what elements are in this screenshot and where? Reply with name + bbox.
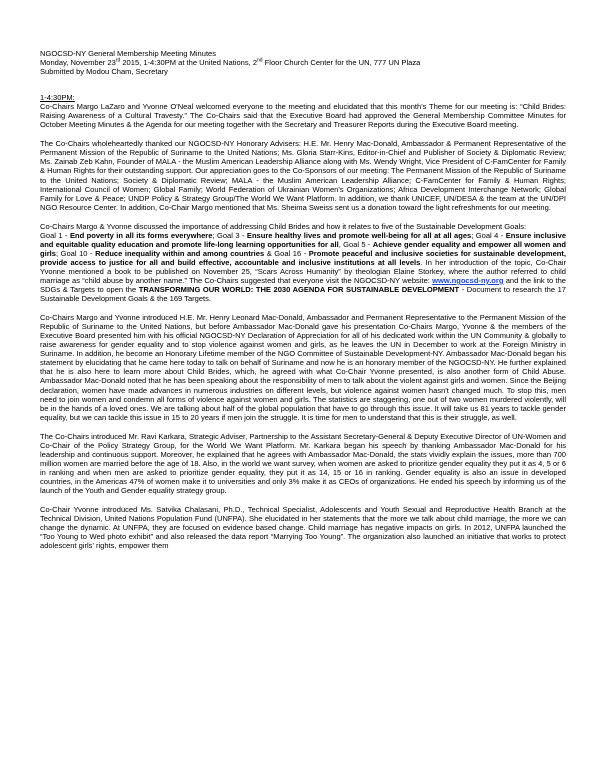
- website-link[interactable]: www.ngocsd-ny.org: [432, 275, 504, 285]
- paragraph-karkara: The Co-Chairs introduced Mr. Ravi Karkara, Strategic Adviser, Partnership to the Assistant Secretary-General & Deputy Executive Director of UN-Women and Co-Chair of the Policy Strategy Group, for the World We Want Platform. Mr. Karkara began his speech by thanking Ambassador Mac-Donald for his leadership and continuous support. Moreover, he explained that he agrees with Ambassador Mac-Donald, the stats vividly explain the issues, more than 700 million women are married before the age of 18. Also, in the world we want survey, when women are asked to prioritize gender equality they put it as 4, 5 or 6 in ranking and when men are asked to prioritize gender equality, they put it as 14, 15 or 16 in ranking. Gender equality is also an issue in developed countries, in the Americas 47% of women make it to universities and only 3% make it as CEOs of organizations. He ended his speech by informing us of the launch of the Youth and Gender equality strategy group.: [40, 431, 566, 495]
- paragraph-sdgs: Co-Chairs Margo & Yvonne discussed the importance of addressing Child Brides and how it relates to five of the Sustainable Development Goals: Goal 1 - End poverty in all its forms everywhere; Goal 3 - Ensure healthy lives and promote well-being for all at all ages; Goal 4 - Ensure inclusive and equitable quality education and promote life-long learning opportunities for all, Goal 5 - Achieve gender equality and empower all women and girls; Goal 10 - Reduce inequality within and among countries & Goal 16 - Promote peaceful and inclusive societies for sustainable development, provide access to justice for all and build effective, accountable and inclusive institutions at all levels. In her introduction of the topic, Co-Chair Yvonne mentioned a book to be published on November 25, “Scars Across Humanity” by theologian Elaine Storkey, where the author referred to child marriage as “child abuse by another name.” The Co-Chairs suggested that everyone visit the NGOCSD-NY website: www.ngocsd-ny.org and the link to the SDGs & Targets to open the TRANSFORMING OUR WORLD: THE 2030 AGENDA FOR SUSTAINABLE DEVELOPMENT - Document to research the 17 Sustainable Development Goals & the 169 Targets.: [40, 221, 567, 304]
- paragraph-welcome: Co-Chairs Margo LaZaro and Yvonne O'Neal welcomed everyone to the meeting and elucidated that this month's Theme for our meeting is: “Child Brides: Raising Awareness of a Cultural Travesty.” The Co-Chairs said that the Executive Board had approved the General Membership Committee Minutes for October Meeting Minutes & the Agenda for our meeting together with the Secretary and Treasurer Reports during the Executive Board meeting.: [40, 102, 566, 130]
- meeting-date-location: Monday, November 23rd 2015, 1-4:30PM at the United Nations, 2nd Floor Church Center for the UN, 777 UN Plaza: [40, 57, 421, 68]
- time-heading: 1-4:30PM:: [40, 93, 75, 103]
- paragraph-thanks: The Co-Chairs wholeheartedly thanked our NGOCSD-NY Honorary Advisers: H.E. Mr. Henry Mac-Donald, Ambassador & Permanent Representative of the Permanent Mission of the Republic of Suriname to the United Nations; Ms. Gloria Starr-Kins, Editor-in-Chief and Publisher of Society & Diplomatic Review; Ms. Zainab Zeb Kahn, Founder of MALA - the Muslim American Leadership Alliance along with Ms. Wendy Wright, Vice President of C-FamCenter for Family & Human Rights for their outstanding support. Our appreciation goes to the Co-Sponsors of our meeting: The Permanent Mission of the Republic of Suriname to the United Nations; Society & Diplomatic Review; MALA - the Muslim American Leadership Alliance; C-FamCenter for Family & Human Rights; International Council of Women; Global Family; World Federation of Ukrainian Women's Organizations; Africa Development Interchange Network; Global Family for Love & Peace; UNDP Policy & Strategy Group/The World We Want Platform. In addition, we thank UNICEF, UN/DESA & the team at the UN/DPI NGO Resource Center. In addition, Co-Chair Margo mentioned that Ms. Sheima Sweiss sent us a donation toward the light refreshments for our meeting.: [40, 139, 566, 212]
- paragraph-chalasani: Co-Chair Yvonne introduced Ms. Satvika Chalasani, Ph.D., Technical Specialist, Adolescents and Youth Sexual and Reproductive Health Branch at the Technical Division, United Nations Population Fund (UNFPA). She elucidated in her statements that the more we talk about child marriage, the more we can change the dynamic. At UNFPA, they are focused on evidence based change. Child marriage has negative impacts on girls. In 2012, UNFPA launched the “Too Young to Wed photo exhibit” and also released the data report “Marrying Too Young”. The organization also launched an initiative that works to protect adolescent girls' rights, empower them: [40, 505, 566, 551]
- document-title: NGOCSD-NY General Membership Meeting Minutes: [40, 49, 217, 58]
- document-header: [40, 49, 566, 76]
- submitted-by: Submitted by Modou Cham, Secretary: [40, 67, 168, 77]
- paragraph-ambassador: Co-Chairs Margo and Yvonne introduced H.E. Mr. Henry Leonard Mac-Donald, Ambassador and Permanent Representative to the Permanent Mission of the Republic of Suriname to the United Nations, but before Ambassador Mac-Donald gave his presentation Co-Chairs Margo, Yvonne & the members of the Executive Board presented him with his official NGOCSD-NY Declaration of Appreciation for all of his dedicated work within the UN Community & globally to raise awareness for gender equality and to stop violence against women and girls, as he leaves the UN in December to work at the Foreign Ministry in Suriname. In addition, he become an Honorary Lifetime member of the NGO Committee of Sustainable Development-NY. Ambassador Mac-Donald began his statement by elucidating that he came here today to talk on behalf of Suriname and now he is an honorary member of the NGOCSD-NY. He further explained that he is also here to learn more about Child Brides, which, he agreed with what Co-Chair Yvonne presented, is also another form of Child Abuse. Ambassador Mac-Donald noted that he has been speaking about the responsibility of men to talk about the violent against girls and women. Since the Beijing declaration, women have made advances in numerous industries on different levels, but violence against women hasn't changed much. To stop this, men need to join women and condemn all forms of violence against women and girls. The statistics are staggering, one out of two women murdered violently, will be in the hands of a loved ones. We are talking about half of the global population that have to go through this issue. It will take us 81 years to tackle gender equality, but we can tackle this issue in 15 to 20 years if men join the struggle. It is time for men to understand that this is their struggle, as well.: [40, 313, 566, 422]
